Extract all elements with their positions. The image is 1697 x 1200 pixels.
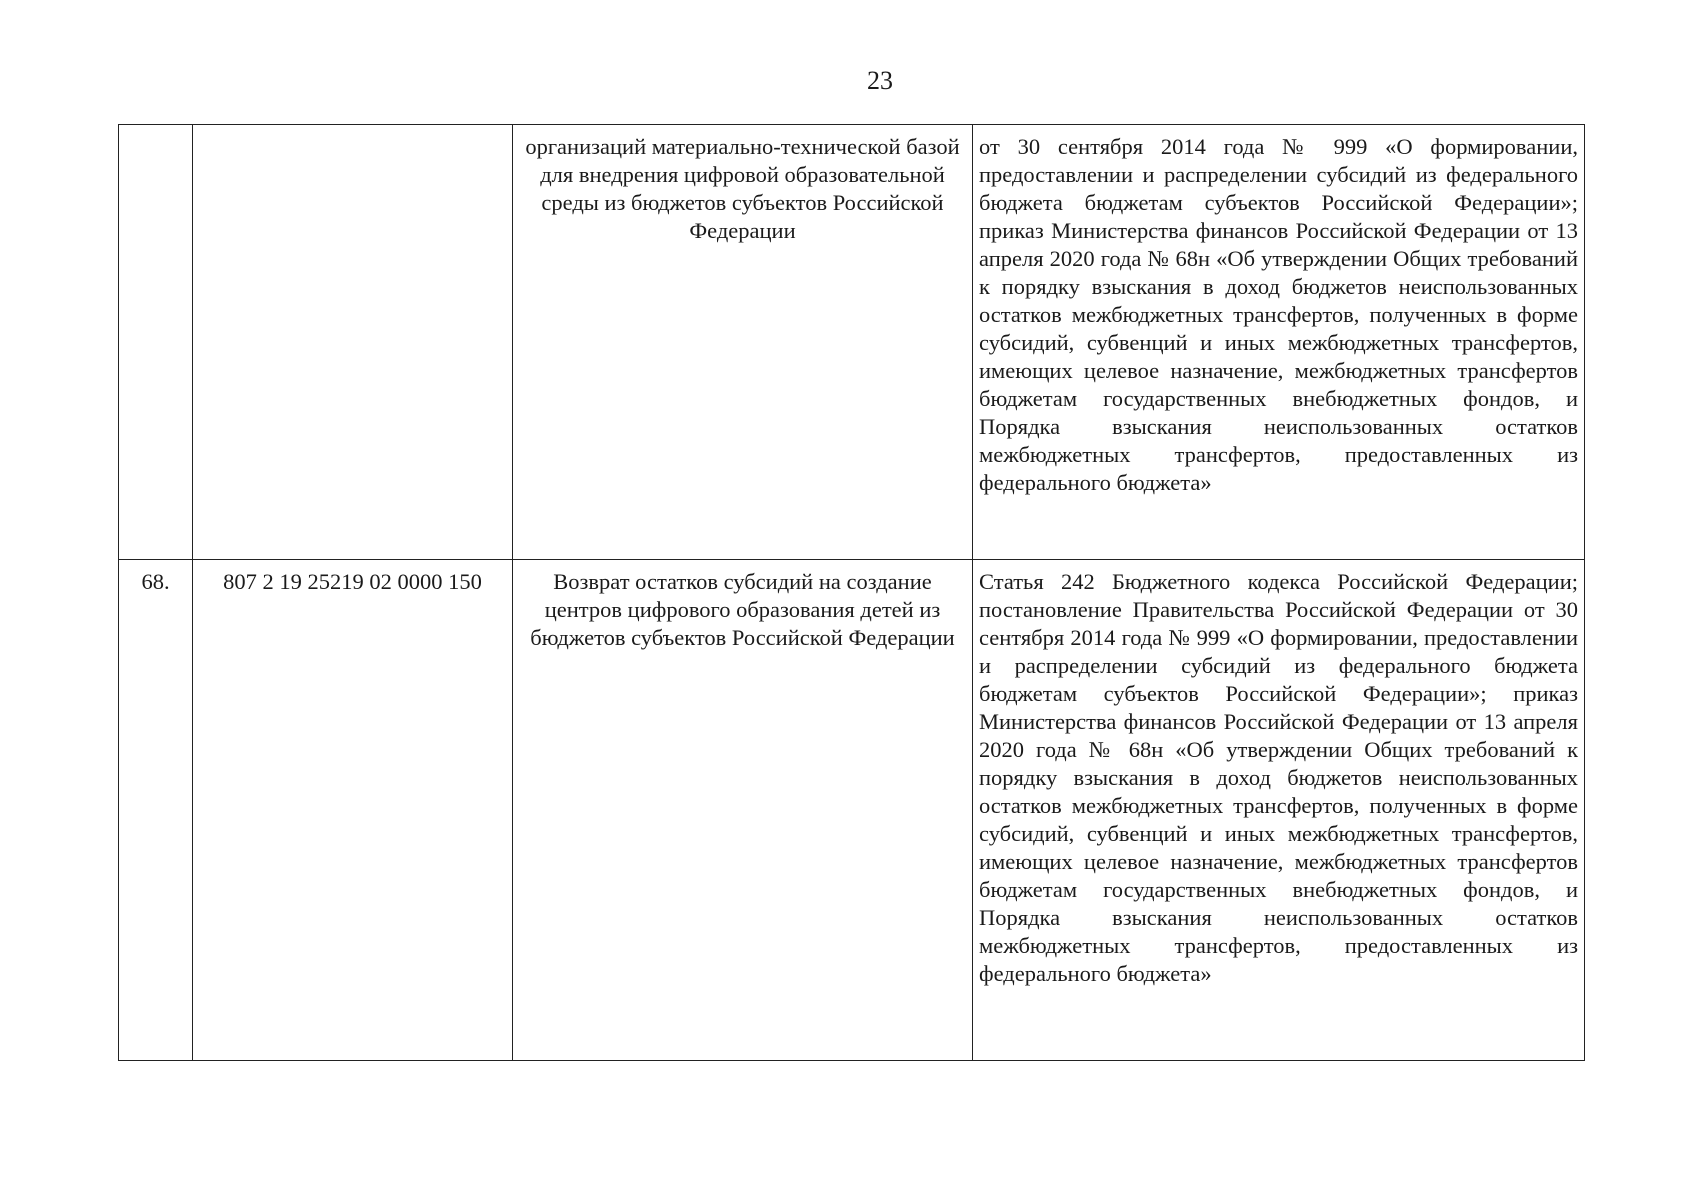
legal-basis-cell: Статья 242 Бюджетного кодекса Российской Федерации; постановление Правительства Российской Федерации от 30 сентября 2014 года № 999 «О формировании, предоставлении и распределении субсидий из федерального бюджета бюджетам субъектов Российской Федерации»; приказ Министерства финансов Российской Федерации от 13 апреля 2020 года № 68н «Об утверждении Общих требований к порядку взыскания в доход бюджетов неиспользованных остатков межбюджетных трансфертов, полученных в форме субсидий, субвенций и иных межбюджетных трансфертов, имеющих целевое назначение, межбюджетных трансфертов бюджетам государственных внебюджетных фондов, и Порядка взыскания неиспользованных остатков межбюджетных трансфертов, предоставленных из федерального бюджета»: [973, 560, 1585, 1061]
revenue-name-cell: организаций материально-технической базой для внедрения цифровой образовательной среды из бюджетов субъектов Российской Федерации: [513, 125, 973, 560]
table-row: [119, 125, 1585, 560]
budget-code-cell: 807 2 19 25219 02 0000 150: [193, 560, 513, 1061]
budget-code-cell: [193, 125, 513, 560]
budget-revenue-table: [118, 124, 1585, 1061]
legal-basis-cell: от 30 сентября 2014 года № 999 «О формировании, предоставлении и распределении субсидий из федерального бюджета бюджетам субъектов Российской Федерации»; приказ Министерства финансов Российской Федерации от 13 апреля 2020 года № 68н «Об утверждении Общих требований к порядку взыскания в доход бюджетов неиспользованных остатков межбюджетных трансфертов, полученных в форме субсидий, субвенций и иных межбюджетных трансфертов, имеющих целевое назначение, межбюджетных трансфертов бюджетам государственных внебюджетных фондов, и Порядка взыскания неиспользованных остатков межбюджетных трансфертов, предоставленных из федерального бюджета»: [973, 125, 1585, 560]
row-number-cell: [119, 125, 193, 560]
page-number: 23: [867, 66, 893, 95]
row-number-cell: 68.: [119, 560, 193, 1061]
table-row: [119, 560, 1585, 1061]
revenue-name-cell: Возврат остатков субсидий на создание центров цифрового образования детей из бюджетов субъектов Российской Федерации: [513, 560, 973, 1061]
